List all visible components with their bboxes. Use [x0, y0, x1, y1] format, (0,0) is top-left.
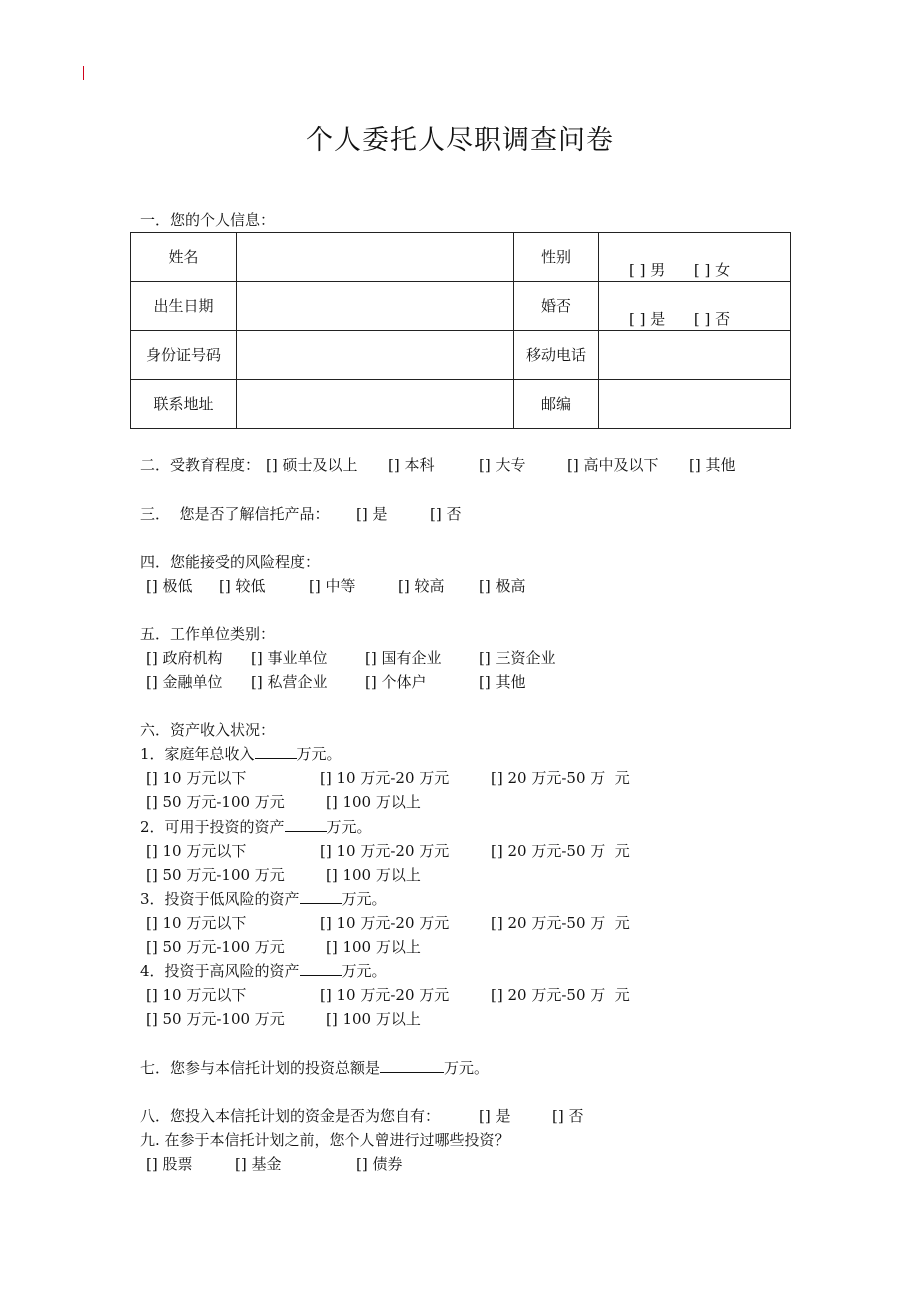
asset-item-2-blank[interactable] — [285, 817, 327, 832]
gender-choices — [599, 233, 791, 282]
mobile-phone-field[interactable] — [599, 331, 791, 380]
income-2-option-over-100[interactable]: [] 100 万以上 — [326, 866, 421, 884]
asset-item-1 — [140, 744, 342, 764]
employer-option-government[interactable]: [] 政府机构 — [146, 649, 223, 667]
income-1-option-20-50[interactable]: [] 20 万元-50 万 元 — [491, 769, 630, 787]
asset-item-1-label: 1．家庭年总收入 — [140, 745, 255, 763]
section-5-heading: 五．工作单位类别： — [140, 625, 276, 643]
education-option-college[interactable]: [] 大专 — [479, 456, 526, 474]
risk-option-very-low[interactable]: [] 极低 — [146, 577, 193, 595]
asset-item-3-label: 3．投资于低风险的资产 — [140, 890, 300, 908]
address-label: 联系地址 — [131, 380, 237, 429]
risk-option-medium[interactable]: [] 中等 — [309, 577, 356, 595]
trust-knowledge-no[interactable]: [] 否 — [430, 505, 462, 523]
income-2-option-20-50[interactable]: [] 20 万元-50 万 元 — [491, 842, 630, 860]
income-4-option-under-10[interactable]: [] 10 万元以下 — [146, 986, 247, 1004]
income-2-option-under-10[interactable]: [] 10 万元以下 — [146, 842, 247, 860]
gender-label: 性别 — [514, 233, 599, 282]
employer-option-public-institution[interactable]: [] 事业单位 — [251, 649, 328, 667]
education-option-bachelor[interactable]: [] 本科 — [388, 456, 435, 474]
prior-investment-bonds[interactable]: [] 债券 — [356, 1155, 403, 1173]
name-field[interactable] — [237, 233, 514, 282]
asset-item-1-unit: 万元。 — [296, 745, 342, 763]
prior-investment-stocks[interactable]: [] 股票 — [146, 1155, 193, 1173]
section-7-line — [140, 1058, 489, 1078]
income-3-option-10-20[interactable]: [] 10 万元-20 万元 — [320, 914, 450, 932]
gender-male-option[interactable]: [ ] 男 — [629, 261, 666, 279]
asset-item-2 — [140, 817, 372, 837]
investment-amount-blank[interactable] — [380, 1058, 444, 1073]
asset-item-3-blank[interactable] — [300, 889, 342, 904]
asset-item-4 — [140, 961, 387, 981]
employer-option-other[interactable]: [] 其他 — [479, 673, 526, 691]
section-6-heading: 六．资产收入状况： — [140, 721, 276, 739]
id-number-label: 身份证号码 — [131, 331, 237, 380]
risk-option-high[interactable]: [] 较高 — [398, 577, 445, 595]
employer-option-individual[interactable]: [] 个体户 — [365, 673, 427, 691]
income-2-option-10-20[interactable]: [] 10 万元-20 万元 — [320, 842, 450, 860]
education-option-other[interactable]: [] 其他 — [689, 456, 736, 474]
married-label: 婚否 — [514, 282, 599, 331]
income-2-option-50-100[interactable]: [] 50 万元-100 万元 — [146, 866, 285, 884]
employer-option-private[interactable]: [] 私营企业 — [251, 673, 328, 691]
income-1-option-over-100[interactable]: [] 100 万以上 — [326, 793, 421, 811]
section-7-prefix: 七．您参与本信托计划的投资总额是 — [140, 1059, 381, 1077]
asset-item-2-unit: 万元。 — [326, 818, 372, 836]
income-3-option-over-100[interactable]: [] 100 万以上 — [326, 938, 421, 956]
employer-option-financial[interactable]: [] 金融单位 — [146, 673, 223, 691]
zip-code-label: 邮编 — [514, 380, 599, 429]
birth-date-field[interactable] — [237, 282, 514, 331]
own-funds-no[interactable]: [] 否 — [552, 1107, 584, 1125]
education-option-highschool[interactable]: [] 高中及以下 — [567, 456, 659, 474]
education-option-masters[interactable]: [] 硕士及以上 — [266, 456, 358, 474]
income-1-option-under-10[interactable]: [] 10 万元以下 — [146, 769, 247, 787]
employer-option-foreign-invested[interactable]: [] 三资企业 — [479, 649, 556, 667]
own-funds-yes[interactable]: [] 是 — [479, 1107, 511, 1125]
zip-code-field[interactable] — [599, 380, 791, 429]
section-4-heading: 四．您能接受的风险程度： — [140, 553, 321, 571]
mobile-phone-label: 移动电话 — [514, 331, 599, 380]
asset-item-3 — [140, 889, 387, 909]
asset-item-1-blank[interactable] — [255, 744, 297, 759]
asset-item-4-blank[interactable] — [300, 961, 342, 976]
section-9-heading: 九. 在参于本信托计划之前，您个人曾进行过哪些投资？ — [140, 1131, 510, 1149]
income-3-option-20-50[interactable]: [] 20 万元-50 万 元 — [491, 914, 630, 932]
trust-knowledge-yes[interactable]: [] 是 — [356, 505, 388, 523]
address-field[interactable] — [237, 380, 514, 429]
income-4-option-50-100[interactable]: [] 50 万元-100 万元 — [146, 1010, 285, 1028]
employer-option-state-owned[interactable]: [] 国有企业 — [365, 649, 442, 667]
asset-item-4-label: 4．投资于高风险的资产 — [140, 962, 300, 980]
section-8-heading: 八．您投入本信托计划的资金是否为您自有： — [140, 1107, 441, 1125]
id-number-field[interactable] — [237, 331, 514, 380]
asset-item-4-unit: 万元。 — [341, 962, 387, 980]
income-1-option-50-100[interactable]: [] 50 万元-100 万元 — [146, 793, 285, 811]
income-4-option-20-50[interactable]: [] 20 万元-50 万 元 — [491, 986, 630, 1004]
section-2-heading: 二．受教育程度： — [140, 456, 261, 474]
prior-investment-funds[interactable]: [] 基金 — [235, 1155, 282, 1173]
income-4-option-over-100[interactable]: [] 100 万以上 — [326, 1010, 421, 1028]
married-choices — [599, 282, 791, 331]
red-margin-mark — [83, 66, 84, 80]
income-4-option-10-20[interactable]: [] 10 万元-20 万元 — [320, 986, 450, 1004]
page-title: 个人委托人尽职调查问卷 — [306, 125, 614, 156]
asset-item-2-label: 2．可用于投资的资产 — [140, 818, 285, 836]
income-3-option-under-10[interactable]: [] 10 万元以下 — [146, 914, 247, 932]
married-no-option[interactable]: [ ] 否 — [693, 310, 731, 328]
birth-date-label: 出生日期 — [131, 282, 237, 331]
risk-option-very-high[interactable]: [] 极高 — [479, 577, 526, 595]
asset-item-3-unit: 万元。 — [341, 890, 387, 908]
section-3-heading: 三． 您是否了解信托产品： — [140, 505, 330, 523]
risk-option-low[interactable]: [] 较低 — [219, 577, 266, 595]
name-label: 姓名 — [131, 233, 237, 282]
section-1-heading: 一．您的个人信息： — [140, 211, 276, 229]
income-1-option-10-20[interactable]: [] 10 万元-20 万元 — [320, 769, 450, 787]
gender-female-option[interactable]: [ ] 女 — [693, 261, 731, 279]
section-7-suffix: 万元。 — [444, 1059, 490, 1077]
married-yes-option[interactable]: [ ] 是 — [629, 310, 666, 328]
income-3-option-50-100[interactable]: [] 50 万元-100 万元 — [146, 938, 285, 956]
personal-info-table — [130, 232, 791, 429]
